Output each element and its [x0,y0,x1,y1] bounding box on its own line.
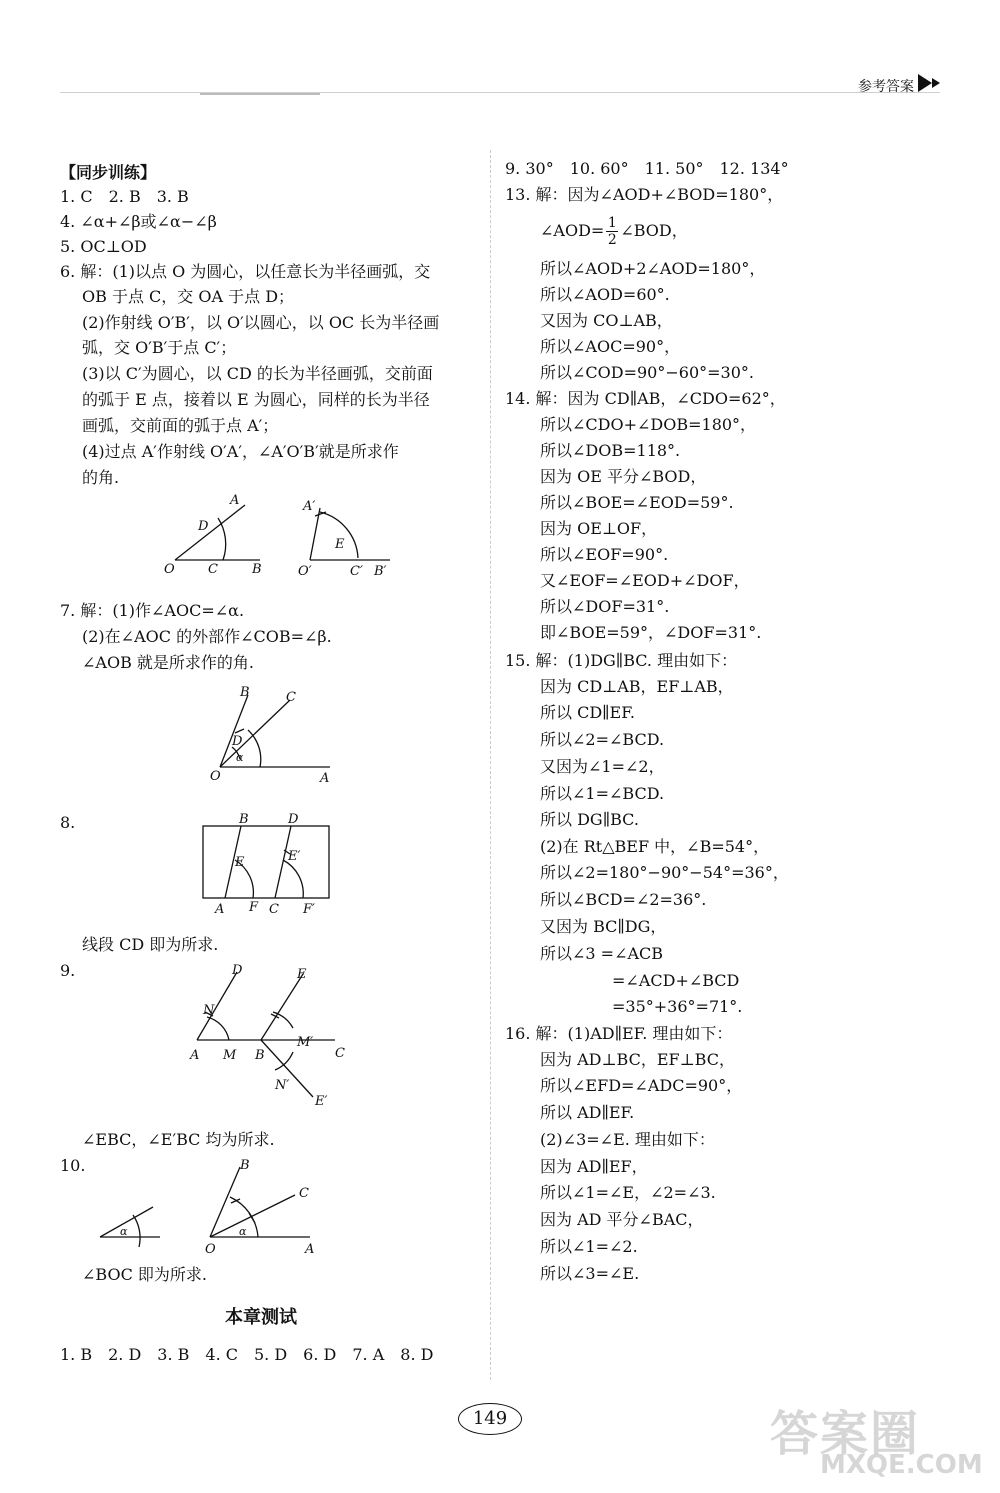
header-rule [60,92,840,93]
fig10-label-b: B [240,1158,250,1173]
fig7-label-b: B [240,685,250,700]
fig9-label-c: C [335,1046,345,1061]
answer-line: 又∠EOF=∠EOD+∠DOF， [540,571,750,590]
fig10-label-alpha-left: α [120,1225,128,1238]
answer-line: 所以∠DOB=118°. [540,441,681,460]
fig6-label-o: O [164,562,175,577]
fig9-label-n-prime: N′ [275,1078,290,1093]
question-number: 8. [60,813,76,832]
answer-line: OB 于点 C，交 OA 于点 D； [82,287,295,306]
figure-q7 [210,685,350,785]
answer-line: ∠BOC 即为所求. [82,1265,207,1284]
fig8-label-a: A [215,902,225,917]
column-divider [490,150,491,1380]
answer-line: 因为 CD⊥AB，EF⊥AB， [540,677,734,696]
answer-line: 又因为∠1=∠2， [540,757,665,776]
answer-line: 又因为 CO⊥AB， [540,311,673,330]
arrow-right-small-icon [932,78,940,88]
fraction-line-right: ∠BOD， [620,221,688,240]
fig9-label-e-prime: E′ [315,1094,328,1109]
fig6-label-b-prime: B′ [374,564,387,579]
answer-line: 所以∠AOD+2∠AOD=180°， [540,259,766,278]
answer-line: 因为 OE 平分∠BOD， [540,467,707,486]
answer-line: ∠AOB 就是所求作的角. [82,653,255,672]
answer-line: 所以 DG∥BC. [540,810,639,829]
fig10-label-alpha-right: α [239,1225,247,1238]
fig7-label-d: D [232,734,243,749]
answer-line: 所以∠AOC=90°， [540,337,681,356]
figure-q10 [95,1155,325,1255]
answer-line: 所以∠1=∠E，∠2=∠3. [540,1183,716,1202]
question-number: 10. [60,1156,86,1175]
page-number: 149 [458,1403,522,1435]
question-number: 9. [60,961,76,980]
fig6-label-e: E [335,537,345,552]
answer-line: 16. 解：(1)AD∥EF. 理由如下： [505,1024,733,1043]
answer-line: 13. 解：因为∠AOD+∠BOD=180°， [505,185,784,204]
fig9-label-a: A [190,1048,200,1063]
fraction-denominator: 2 [607,232,617,248]
fig8-label-d: D [288,812,299,827]
answer-line: 所以∠BOE=∠EOD=59°. [540,493,734,512]
answer-line: 6. 解：(1)以点 O 为圆心，以任意长为半径画弧，交 [60,262,431,281]
answer-line: 所以∠1=∠2. [540,1237,638,1256]
fig6-label-b: B [252,562,262,577]
watermark-url: MXQE.COM [820,1450,983,1480]
answer-line: (2)∠3=∠E. 理由如下： [540,1130,715,1149]
fig6-label-o-prime: O′ [298,564,312,579]
figure-q9 [185,962,355,1112]
figure-q6 [160,490,400,590]
fig10-label-a: A [305,1242,315,1257]
fig6-label-a: A [230,493,240,508]
fraction-numerator: 1 [607,215,617,231]
chapter-test-answers: 1. B 2. D 3. B 4. C 5. D 6. D 7. A 8. D [60,1345,434,1364]
answer-line: 14. 解：因为 CD∥AB，∠CDO=62°， [505,389,786,408]
answer-line: 所以∠3=∠E. [540,1264,640,1283]
answer-line: (2)在 Rt△BEF 中，∠B=54°， [540,837,770,856]
answer-line: 7. 解：(1)作∠AOC=∠α. [60,601,245,620]
answer-line: 所以∠CDO+∠DOB=180°， [540,415,757,434]
answer-line: (4)过点 A′作射线 O′A′，∠A′O′B′就是所求作 [82,442,399,461]
header-title: 参考答案 [858,79,914,95]
answer-line: 所以∠DOF=31°. [540,597,670,616]
answer-line: (3)以 C′为圆心，以 CD 的长为半径画弧，交前面 [82,364,433,383]
answer-line: 4. ∠α+∠β或∠α−∠β [60,212,217,231]
fig6-label-c-prime: C′ [350,564,363,579]
fig9-label-m-prime: M′ [297,1035,314,1050]
answer-line: 所以∠1=∠BCD. [540,784,665,803]
answer-line: 所以∠BCD=∠2=36°. [540,890,707,909]
arrow-right-icon [918,74,932,92]
fraction-line [540,216,688,247]
answer-line: 所以∠2=∠BCD. [540,730,665,749]
fraction-line-left: ∠AOD= [540,221,605,240]
fig7-label-o: O [210,769,221,784]
answer-line: 5. OC⊥OD [60,237,147,256]
answer-line: 所以∠2=180°−90°−54°=36°， [540,863,789,882]
answer-line: ∠EBC，∠E′BC 均为所求. [82,1130,275,1149]
fig9-label-d: D [232,963,243,978]
section-title: 【同步训练】 [60,163,157,182]
header-rule-accent [200,93,320,95]
fig6-label-d: D [198,519,209,534]
answer-line: 因为 AD 平分∠BAC， [540,1210,704,1229]
watermark-logo: 答案圈 [770,1406,921,1462]
fig8-label-c: C [269,902,279,917]
answer-line: 因为 AD∥EF， [540,1157,648,1176]
answer-line: 所以∠3 =∠ACB [540,944,664,963]
fig8-label-e-prime: E′ [288,849,301,864]
fig8-label-e: E [235,855,245,870]
figure-q8 [195,810,345,920]
answer-line: 所以∠AOD=60°. [540,285,670,304]
fig9-label-m: M [223,1048,237,1063]
fraction [606,216,618,247]
answer-line: (2)作射线 O′B′，以 O′以圆心，以 OC 长为半径画 [82,313,440,332]
answer-line: 所以 AD∥EF. [540,1103,635,1122]
answer-line: 因为 OE⊥OF， [540,519,658,538]
answer-line: 即∠BOE=59°，∠DOF=31°. [540,623,762,642]
fig8-label-b: B [239,812,249,827]
fig9-label-b: B [255,1048,265,1063]
answer-line: 9. 30° 10. 60° 11. 50° 12. 134° [505,159,789,178]
answer-line: 的角. [82,468,120,487]
fig7-label-alpha: α [236,751,244,764]
fig6-label-a-prime: A′ [303,499,316,514]
answer-line: 画弧，交前面的弧于点 A′； [82,416,279,435]
answer-line: 15. 解：(1)DG∥BC. 理由如下： [505,651,738,670]
answer-line: 所以∠EFD=∠ADC=90°， [540,1076,743,1095]
answer-line: 的弧于 E 点，接着以 E 为圆心，同样的长为半径 [82,390,430,409]
fig6-label-c: C [208,562,218,577]
answer-line: (2)在∠AOC 的外部作∠COB=∠β. [82,627,332,646]
fig9-label-n: N [203,1003,215,1018]
answer-line: =35°+36°=71°. [612,997,743,1016]
answer-line: 所以∠EOF=90°. [540,545,669,564]
answer-line: 线段 CD 即为所求. [82,935,219,954]
answer-line: 所以 CD∥EF. [540,703,635,722]
chapter-test-title: 本章测试 [225,1307,297,1328]
fig10-label-c: C [299,1186,309,1201]
answer-line: =∠ACD+∠BCD [612,971,740,990]
answer-line: 又因为 BC∥DG， [540,917,667,936]
answer-line: 1. C 2. B 3. B [60,187,189,206]
fig7-label-c: C [286,690,296,705]
answer-line: 所以∠COD=90°−60°=30°. [540,363,754,382]
fig8-label-f-prime: F′ [303,902,315,917]
answer-line: 弧，交 O′B′于点 C′； [82,338,237,357]
fig8-label-f: F [249,900,259,915]
answer-line: 因为 AD⊥BC，EF⊥BC， [540,1050,735,1069]
fig7-label-a: A [320,771,330,786]
fig10-label-o: O [205,1242,216,1257]
fig9-label-e: E [297,967,307,982]
